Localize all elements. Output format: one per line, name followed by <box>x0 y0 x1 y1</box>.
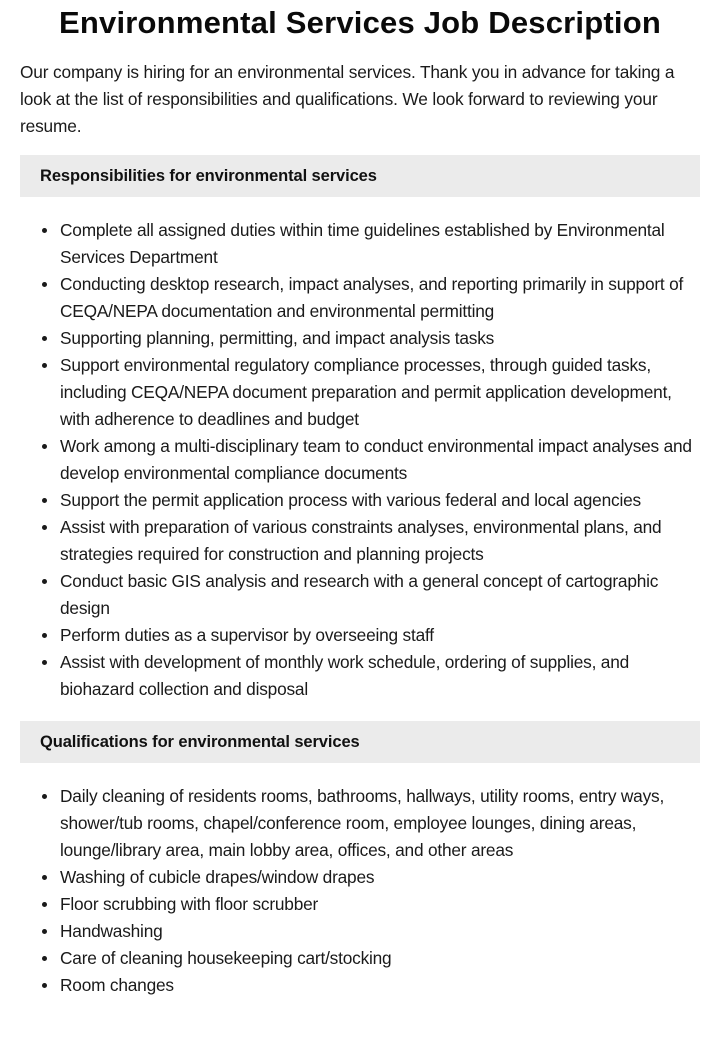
bullet-icon <box>42 444 47 449</box>
list-item-text: Assist with development of monthly work schedule, ordering of supplies, and biohazard collection and disposal <box>60 652 630 699</box>
list-item <box>60 945 700 972</box>
page-title: Environmental Services Job Description <box>59 5 661 40</box>
list-item-text: Perform duties as a supervisor by overseeing staff <box>60 625 434 645</box>
list-item <box>60 217 700 271</box>
bullet-icon <box>42 282 47 287</box>
bullet-icon <box>42 633 47 638</box>
list-item-text: Room changes <box>60 975 174 995</box>
bullet-icon <box>42 498 47 503</box>
list-item <box>60 487 700 514</box>
list-item-text: Washing of cubicle drapes/window drapes <box>60 867 375 887</box>
bullet-icon <box>42 228 47 233</box>
list-item-text: Conducting desktop research, impact analyses, and reporting primarily in support of CEQA/NEPA documentation and environmental permitting <box>60 274 684 321</box>
responsibilities-list <box>20 217 700 703</box>
list-item-text: Support environmental regulatory compliance processes, through guided tasks, including CEQA/NEPA document preparation and permit application development, with adherence to deadlines and budget <box>60 355 672 429</box>
list-item <box>60 271 700 325</box>
bullet-icon <box>42 929 47 934</box>
bullet-icon <box>42 363 47 368</box>
list-item <box>60 783 700 864</box>
list-item <box>60 433 700 487</box>
list-item <box>60 514 700 568</box>
list-item-text: Assist with preparation of various constraints analyses, environmental plans, and strategies required for construction and planning projects <box>60 517 662 564</box>
list-item-text: Handwashing <box>60 921 163 941</box>
list-item-text: Supporting planning, permitting, and impact analysis tasks <box>60 328 495 348</box>
list-item-text: Daily cleaning of residents rooms, bathrooms, hallways, utility rooms, entry ways, shower/tub rooms, chapel/conference room, employee lounges, dining areas, lounge/library area, main lobby area, offices, and other areas <box>60 786 665 860</box>
intro-paragraph: Our company is hiring for an environmental services. Thank you in advance for taking a look at the list of responsibilities and qualifications. We look forward to reviewing your resume. <box>20 62 675 136</box>
list-item-text: Conduct basic GIS analysis and research with a general concept of cartographic design <box>60 571 659 618</box>
list-item <box>60 352 700 433</box>
bullet-icon <box>42 902 47 907</box>
qualifications-list <box>20 783 700 999</box>
qualifications-heading: Qualifications for environmental services <box>20 721 700 763</box>
list-item <box>60 649 700 703</box>
list-item-text: Complete all assigned duties within time guidelines established by Environmental Services Department <box>60 220 665 267</box>
list-item-text: Care of cleaning housekeeping cart/stocking <box>60 948 392 968</box>
bullet-icon <box>42 579 47 584</box>
bullet-icon <box>42 956 47 961</box>
list-item <box>60 891 700 918</box>
bullet-icon <box>42 983 47 988</box>
list-item <box>60 325 700 352</box>
bullet-icon <box>42 336 47 341</box>
list-item-text: Floor scrubbing with floor scrubber <box>60 894 319 914</box>
responsibilities-heading: Responsibilities for environmental services <box>20 155 700 197</box>
list-item <box>60 864 700 891</box>
list-item <box>60 972 700 999</box>
list-item <box>60 622 700 649</box>
bullet-icon <box>42 525 47 530</box>
list-item-text: Support the permit application process with various federal and local agencies <box>60 490 641 510</box>
bullet-icon <box>42 660 47 665</box>
list-item-text: Work among a multi-disciplinary team to conduct environmental impact analyses and develop environmental compliance documents <box>60 436 692 483</box>
bullet-icon <box>42 875 47 880</box>
list-item <box>60 568 700 622</box>
bullet-icon <box>42 794 47 799</box>
list-item <box>60 918 700 945</box>
